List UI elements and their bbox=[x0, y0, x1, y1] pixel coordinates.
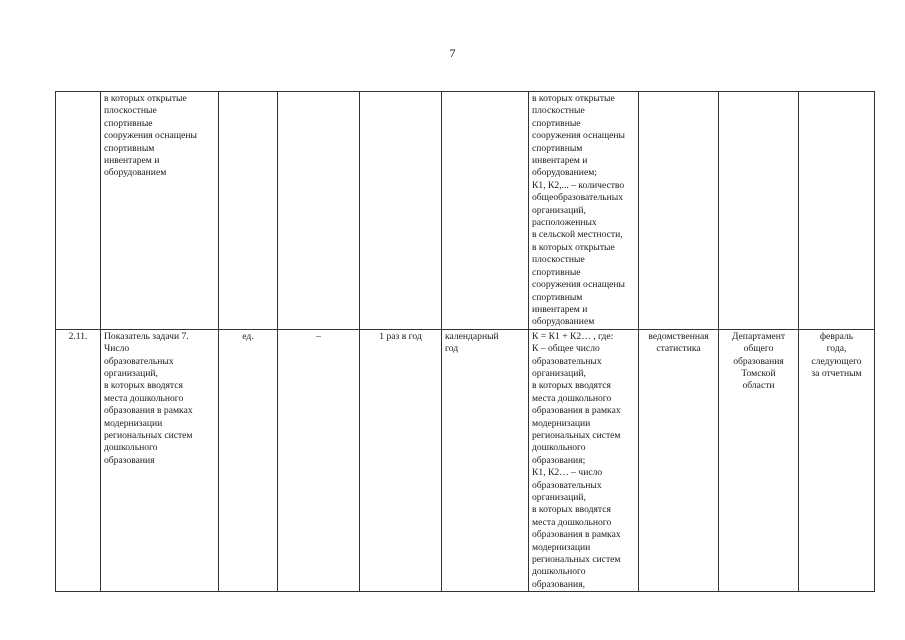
cell-text-line: общеобразовательных bbox=[532, 192, 623, 204]
cell-unit bbox=[219, 329, 278, 592]
table-row bbox=[56, 92, 875, 330]
cell-number bbox=[56, 329, 101, 592]
cell-text-line: региональных систем bbox=[104, 429, 193, 441]
cell-text-line: 1 раз в год bbox=[379, 330, 422, 342]
cell-text-line: оборудованием bbox=[532, 316, 595, 328]
cell-text-line: образовательных bbox=[532, 355, 602, 367]
cell-text-line: календарный bbox=[445, 330, 499, 342]
cell-text-line: спортивным bbox=[532, 291, 583, 303]
cell-text-line: следующего bbox=[811, 355, 862, 367]
cell-text-line: места дошкольного bbox=[532, 516, 612, 528]
cell-text-line: образовательных bbox=[104, 355, 174, 367]
cell-source bbox=[639, 329, 719, 592]
cell-text-line: инвентарем и bbox=[104, 155, 160, 167]
cell-text-line: К1, К2… – число bbox=[532, 467, 603, 479]
cell-text-line: спортивные bbox=[104, 117, 153, 129]
cell-text-line: места дошкольного bbox=[532, 392, 612, 404]
cell-text-line: в которых открытые bbox=[104, 93, 187, 104]
cell-text-line: год bbox=[445, 343, 459, 355]
cell-text-line: Число bbox=[104, 343, 130, 355]
cell-text-line: К1, К2,... – количество bbox=[532, 179, 625, 191]
table-row bbox=[56, 329, 875, 592]
cell-number bbox=[56, 92, 101, 330]
cell-text-line: дошкольного bbox=[104, 442, 158, 454]
cell-text-line: оборудованием bbox=[104, 167, 167, 179]
page-number: 7 bbox=[449, 46, 456, 60]
cell-text-line: в которых вводятся bbox=[532, 504, 611, 516]
cell-text-line: инвентарем и bbox=[532, 155, 588, 167]
cell-text-line: за отчетным bbox=[811, 367, 862, 379]
cell-indicator-name bbox=[101, 92, 219, 330]
cell-text-line: инвентарем и bbox=[532, 303, 588, 315]
cell-direction bbox=[278, 92, 360, 330]
cell-text-line: образования в рамках bbox=[532, 529, 621, 541]
cell-text-line: дошкольного bbox=[532, 566, 586, 578]
cell-text-line: области bbox=[742, 380, 775, 392]
cell-frequency bbox=[360, 329, 442, 592]
cell-text-line: спортивным bbox=[104, 142, 155, 154]
cell-text-line: Департамент bbox=[731, 330, 786, 342]
cell-deadline bbox=[799, 329, 875, 592]
cell-text-line: в которых вводятся bbox=[532, 380, 611, 392]
cell-text-line: сооружения оснащены bbox=[532, 130, 625, 142]
cell-text-line: расположенных bbox=[532, 217, 597, 229]
cell-text-line: организаций, bbox=[532, 204, 586, 216]
cell-text-line: ведомственная bbox=[648, 330, 709, 342]
cell-source bbox=[639, 92, 719, 330]
cell-text-line: в сельской местности, bbox=[532, 229, 623, 241]
cell-text-line: – bbox=[316, 330, 321, 342]
cell-text-line: плоскостные bbox=[532, 105, 585, 117]
cell-text-line: спортивным bbox=[532, 142, 583, 154]
cell-text-line: модернизации bbox=[532, 541, 591, 553]
cell-text-line: К = К1 + К2… , где: bbox=[532, 330, 614, 342]
cell-text-line: региональных систем bbox=[532, 429, 621, 441]
cell-text-line: образования bbox=[733, 355, 784, 367]
cell-frequency bbox=[360, 92, 442, 330]
cell-text-line: 2.11. bbox=[68, 330, 88, 342]
cell-text-line: в которых вводятся bbox=[104, 380, 183, 392]
cell-text-line: региональных систем bbox=[532, 554, 621, 566]
cell-text-line: общего bbox=[743, 343, 774, 355]
cell-text-line: года, bbox=[826, 343, 847, 355]
cell-direction bbox=[278, 329, 360, 592]
cell-text-line: сооружения оснащены bbox=[532, 279, 625, 291]
cell-text-line: в которых открытые bbox=[532, 93, 615, 104]
cell-unit bbox=[219, 92, 278, 330]
cell-text-line: образования в рамках bbox=[532, 405, 621, 417]
cell-text-line: образования в рамках bbox=[104, 405, 193, 417]
cell-text-line: Томской bbox=[741, 367, 776, 379]
cell-responsible bbox=[719, 329, 799, 592]
cell-text-line: спортивные bbox=[532, 266, 581, 278]
cell-text-line: модернизации bbox=[104, 417, 163, 429]
cell-text-line: плоскостные bbox=[104, 105, 157, 117]
cell-text-line: места дошкольного bbox=[104, 392, 184, 404]
cell-text-line: организаций, bbox=[532, 367, 586, 379]
cell-text-line: в которых открытые bbox=[532, 241, 615, 253]
cell-text-line: организаций, bbox=[104, 367, 158, 379]
cell-text-line: статистика bbox=[656, 343, 701, 355]
cell-text-line: образовательных bbox=[532, 479, 602, 491]
cell-text-line: образования; bbox=[532, 454, 586, 466]
cell-text-line: плоскостные bbox=[532, 254, 585, 266]
cell-text-line: модернизации bbox=[532, 417, 591, 429]
cell-text-line: ед. bbox=[242, 330, 254, 342]
cell-text-line: Показатель задачи 7. bbox=[104, 330, 189, 342]
cell-text-line: дошкольного bbox=[532, 442, 586, 454]
cell-period bbox=[442, 92, 529, 330]
cell-text-line: образования bbox=[104, 454, 155, 466]
cell-text-line: организаций, bbox=[532, 492, 586, 503]
cell-text-line: образования, bbox=[532, 578, 586, 590]
cell-period bbox=[442, 329, 529, 592]
cell-responsible bbox=[719, 92, 799, 330]
cell-formula bbox=[529, 329, 639, 592]
cell-text-line: К – общее число bbox=[532, 343, 600, 355]
cell-indicator-name bbox=[101, 329, 219, 592]
cell-text-line: спортивные bbox=[532, 117, 581, 129]
indicator-table bbox=[55, 91, 875, 592]
cell-text-line: февраль bbox=[819, 330, 854, 342]
cell-deadline bbox=[799, 92, 875, 330]
cell-formula bbox=[529, 92, 639, 330]
cell-text-line: сооружения оснащены bbox=[104, 130, 197, 142]
cell-text-line: оборудованием; bbox=[532, 167, 597, 179]
